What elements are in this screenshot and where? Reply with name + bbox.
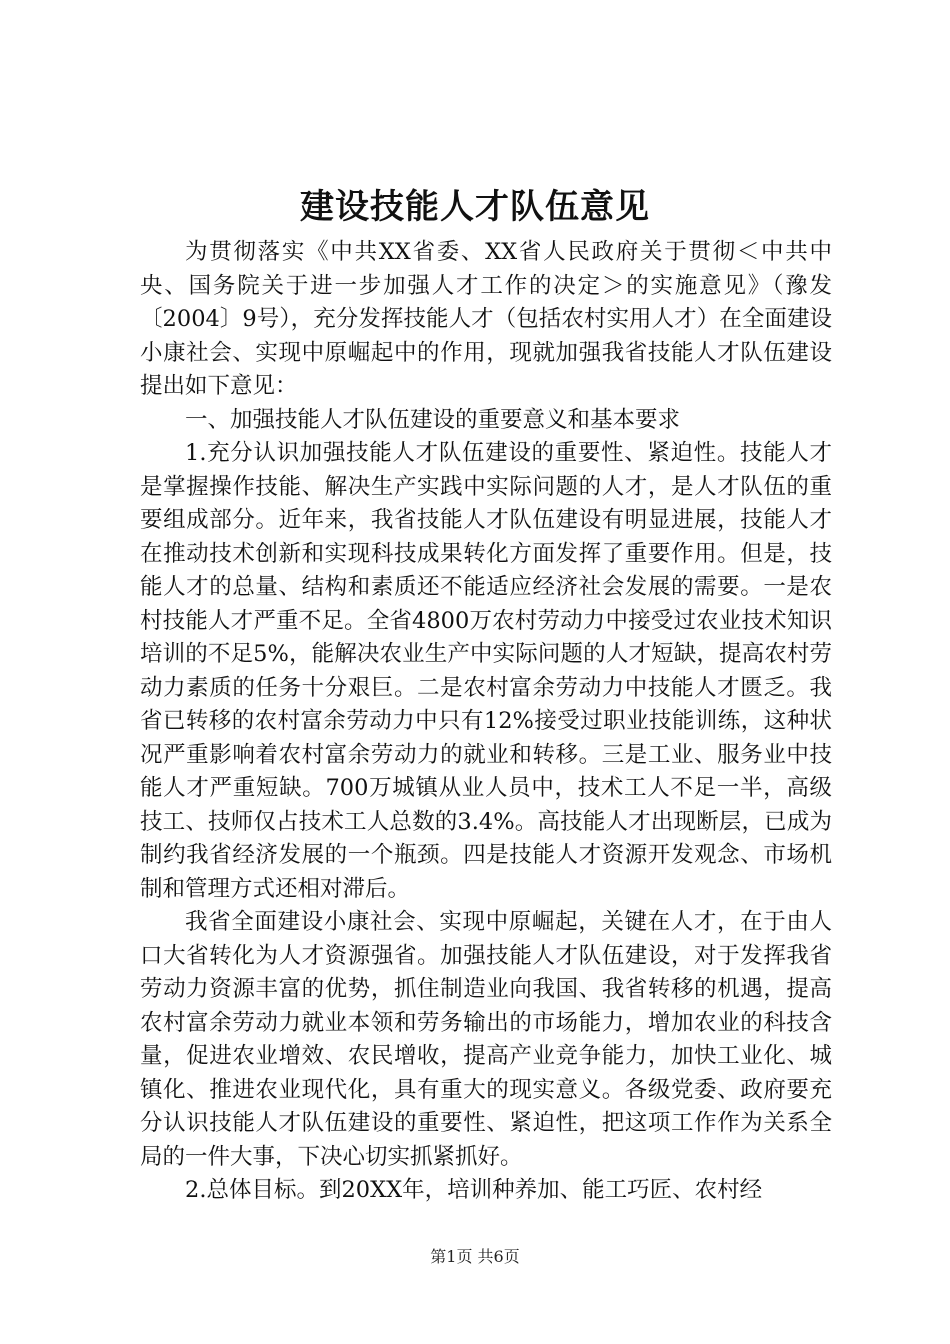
paragraph-point-1: 1.充分认识加强技能人才队伍建设的重要性、紧迫性。技能人才是掌握操作技能、解决生产实践中实际问题的人才，是人才队伍的重要组成部分。近年来，我省技能人才队伍建设有明显进展，技能人才在推动技术创新和实现科技成果转化方面发挥了重要作用。但是，技能人才的总量、结构和素质还不能适应经济社会发展的需要。一是农村技能人才严重不足。全省4800万农村劳动力中接受过农业技术知识培训的不足5%，能解决农业生产中实际问题的人才短缺，提高农村劳动力素质的任务十分艰巨。二是农村富余劳动力中技能人才匮乏。我省已转移的农村富余劳动力中只有12%接受过职业技能训练，这种状况严重影响着农村富余劳动力的就业和转移。三是工业、服务业中技能人才严重短缺。700万城镇从业人员中，技术工人不足一半，高级技工、技师仅占技术工人总数的3.4%。高技能人才出现断层，已成为制约我省经济发展的一个瓶颈。四是技能人才资源开发观念、市场机制和管理方式还相对滞后。 bbox=[140, 440, 832, 902]
document-body bbox=[140, 236, 832, 1208]
section-heading-1: 一、加强技能人才队伍建设的重要意义和基本要求 bbox=[185, 406, 681, 433]
paragraph-significance: 我省全面建设小康社会、实现中原崛起，关键在人才，在于由人口大省转化为人才资源强省。加强技能人才队伍建设，对于发挥我省劳动力资源丰富的优势，抓住制造业向我国、我省转移的机遇，提高农村富余劳动力就业本领和劳务输出的市场能力，增加农业的科技含量，促进农业增效、农民增收，提高产业竞争能力，加快工业化、城镇化、推进农业现代化，具有重大的现实意义。各级党委、政府要充分认识技能人才队伍建设的重要性、紧迫性，把这项工作作为关系全局的一件大事，下决心切实抓紧抓好。 bbox=[140, 909, 832, 1170]
paragraph-intro: 为贯彻落实《中共XX省委、XX省人民政府关于贯彻＜中共中央、国务院关于进一步加强人才工作的决定＞的实施意见》（豫发〔2004〕9号），充分发挥技能人才（包括农村实用人才）在全面建设小康社会、实现中原崛起中的作用，现就加强我省技能人才队伍建设提出如下意见： bbox=[140, 239, 832, 399]
document-title: 建设技能人才队伍意见 bbox=[300, 187, 650, 227]
paragraph-point-2: 2.总体目标。到20XX年，培训种养加、能工巧匠、农村经 bbox=[185, 1177, 763, 1203]
page-number-footer: 第1页 共6页 bbox=[430, 1247, 520, 1266]
